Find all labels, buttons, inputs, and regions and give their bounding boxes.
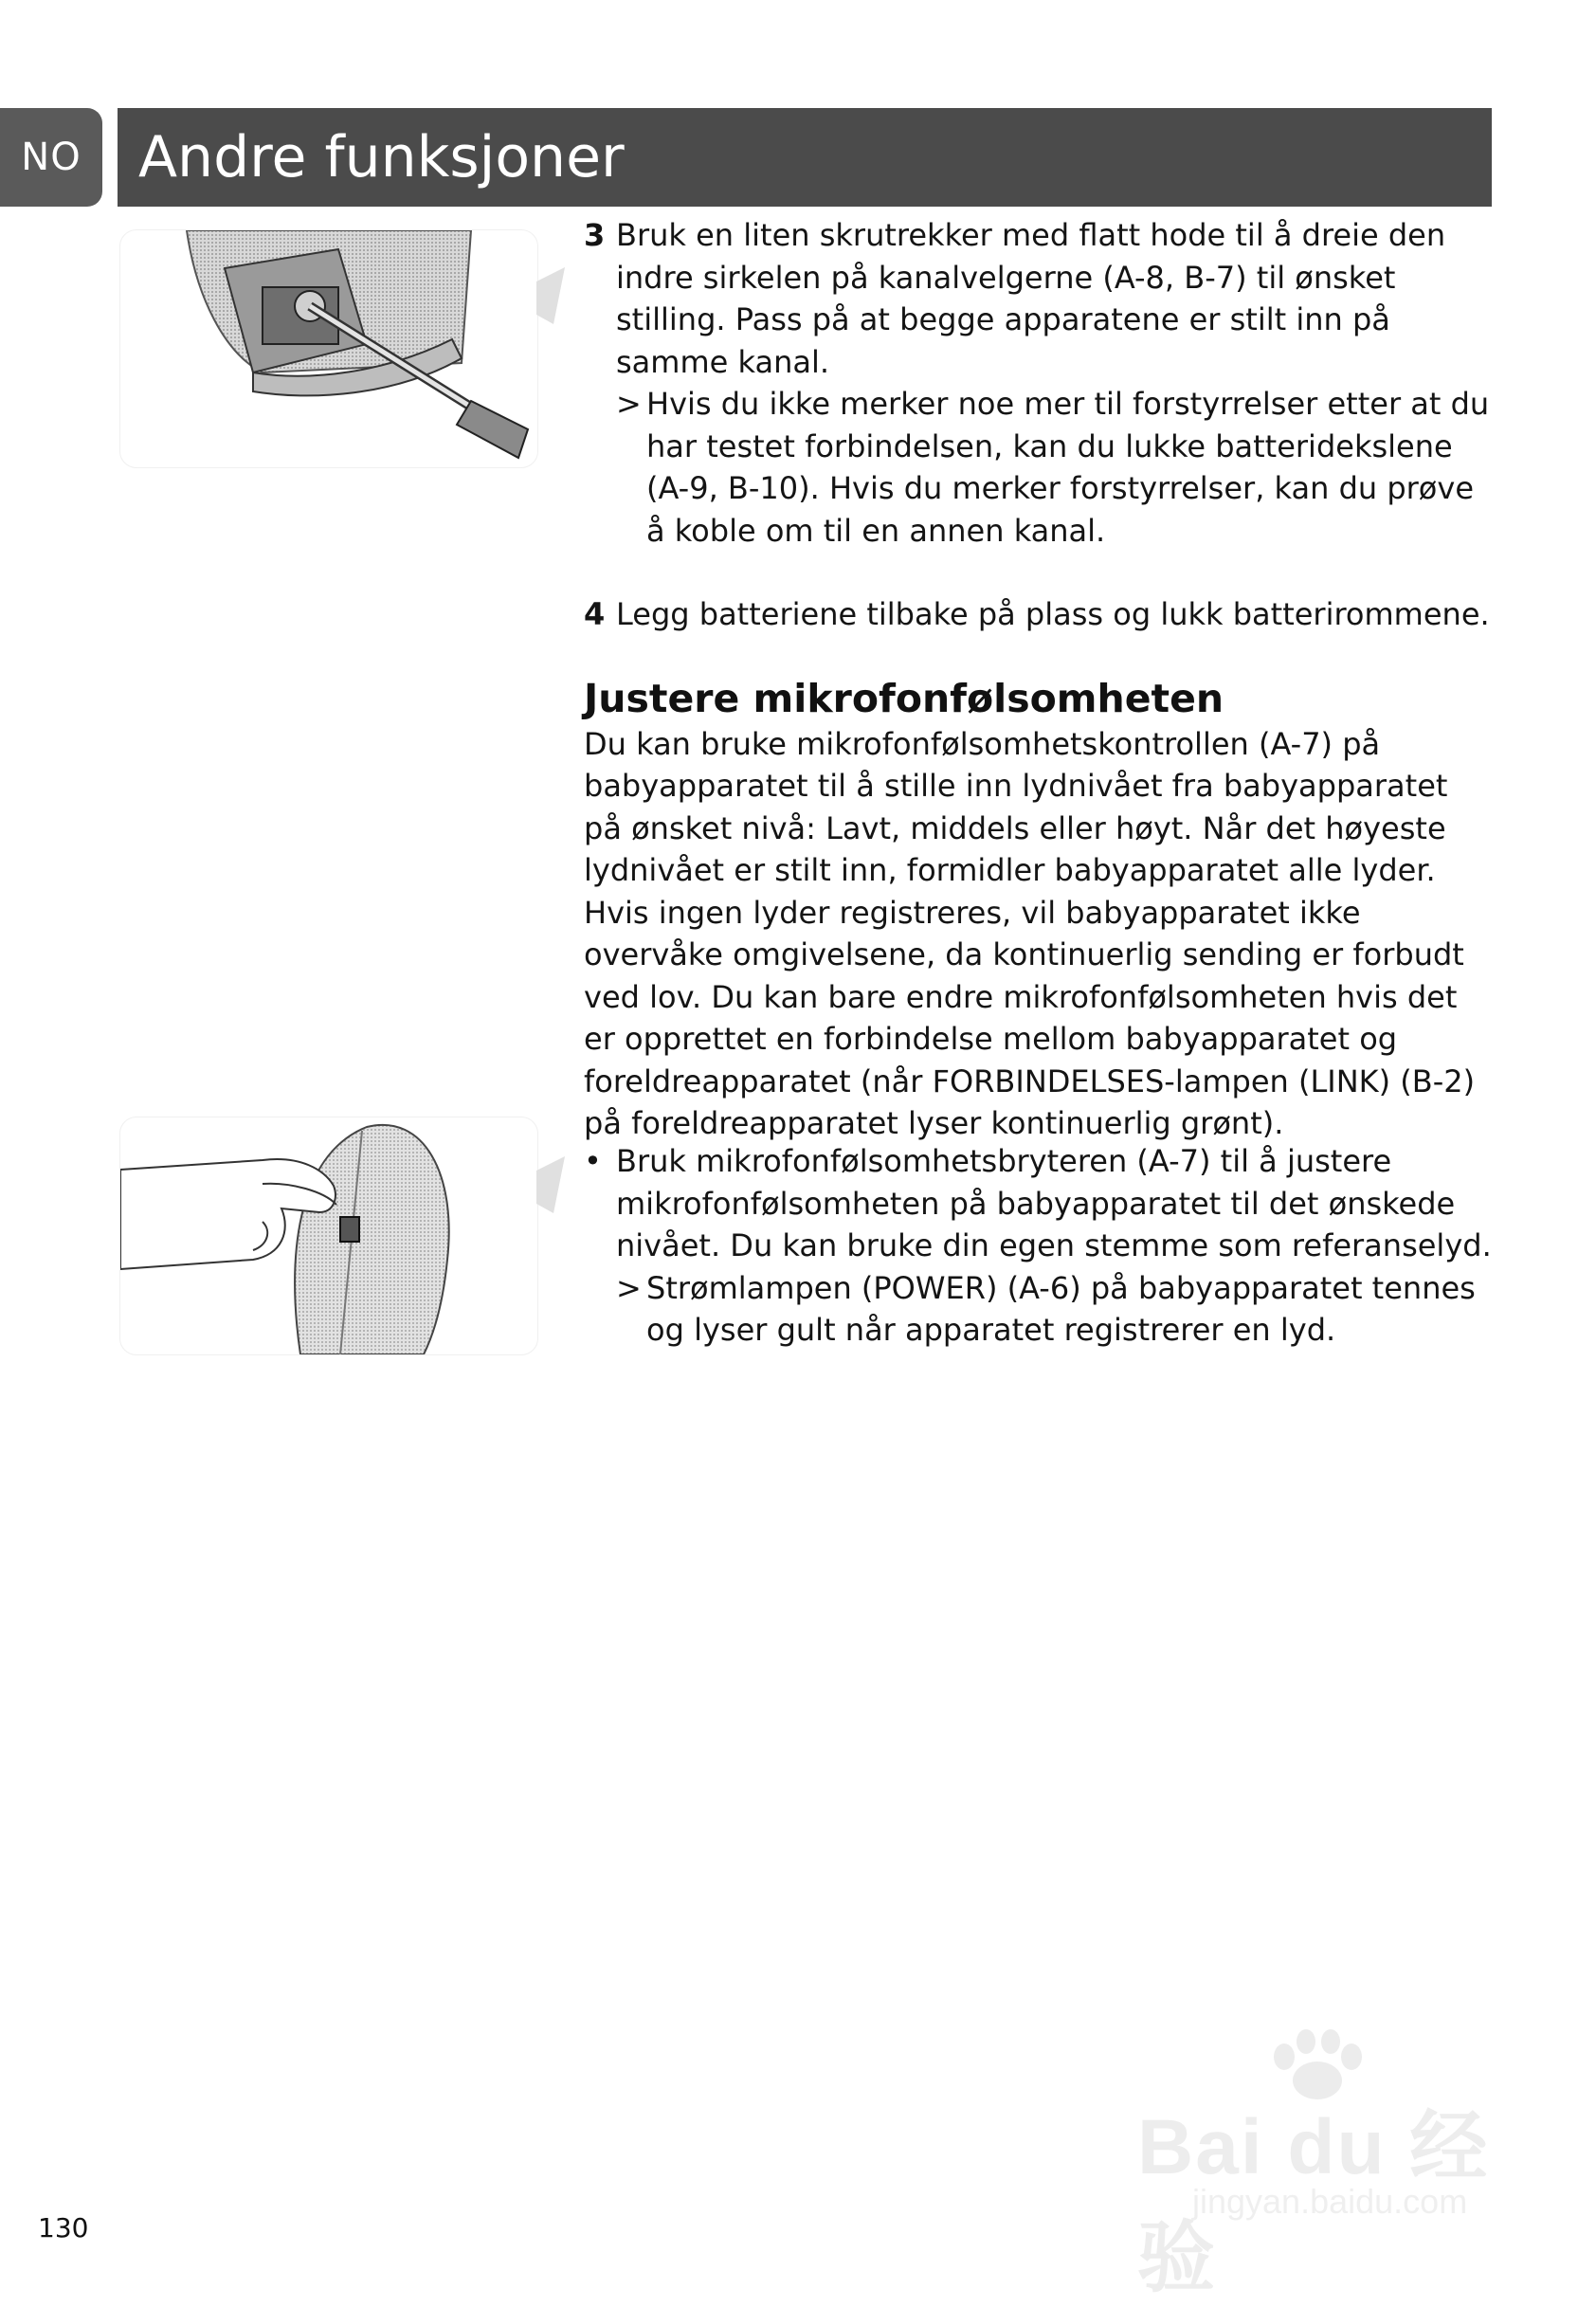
step-result — [616, 383, 1494, 552]
step-number: 4 — [584, 596, 606, 632]
screwdriver-illustration — [119, 229, 538, 468]
bullet-result — [616, 1267, 1494, 1352]
result-text: Strømlampen (POWER) (A-6) på babyapparatet tennes og lyser gult når apparatet registrerer en lyd. — [646, 1269, 1476, 1348]
bullet-text: Bruk mikrofonfølsomhetsbryteren (A-7) til å justere mikrofonfølsomheten på babyapparatet til det ønskede nivået. Du kan bruke din egen stemme som referanselyd. — [616, 1143, 1492, 1263]
result-text: Hvis du ikke merker noe mer til forstyrrelser etter at du har testet forbindelsen, kan du lukke batteridekslene (A-9, B-10). Hvis du merker forstyrrelser, kan du prøve å koble om til en annen kanal. — [646, 386, 1490, 549]
page-title: Andre funksjoner — [138, 124, 625, 191]
section-heading: Justere mikrofonfølsomheten — [584, 675, 1224, 721]
bullet-marker: • — [584, 1143, 602, 1179]
watermark-url: jingyan.baidu.com — [1192, 2182, 1468, 2221]
bullet-block — [584, 1140, 1494, 1352]
sensitivity-switch-illustration — [119, 1117, 538, 1355]
callout-wedge — [536, 1156, 565, 1213]
watermark-brand: Bai du 经验 — [1137, 2104, 1490, 2301]
language-tab: NO — [0, 108, 102, 207]
step-4 — [584, 593, 1494, 636]
step-number: 3 — [584, 217, 606, 253]
screwdriver-drawing — [120, 230, 537, 467]
callout-wedge — [536, 267, 565, 324]
step-text: Bruk en liten skrutrekker med flatt hode til å dreie den indre sirkelen på kanalvelgerne (A-8, B-7) til ønsket stilling. Pass på at begge apparatene er stilt inn på samme kanal. — [616, 217, 1446, 380]
step-text: Legg batteriene tilbake på plass og lukk batterirommene. — [616, 596, 1490, 632]
step-3 — [584, 214, 1494, 552]
section-paragraph: Du kan bruke mikrofonfølsomhetskontrollen (A-7) på babyapparatet til å stille inn lydnivået fra babyapparatet på ønsket nivå: Lavt, middels eller høyt. Når det høyeste lydnivået er stilt inn, formidler babyapparatet alle lyder. Hvis ingen lyder registreres, vil babyapparatet ikke overvåke omgivelsene, da kontinuerlig sending er forbudt ved lov. Du kan bare endre mikrofonfølsomheten hvis det er opprettet en forbindelse mellom babyapparatet og foreldreapparatet (når FORBINDELSES-lampen (LINK) (B-2) på foreldreapparatet lyser kontinuerlig grønt). — [584, 725, 1476, 1141]
title-bar — [118, 108, 1492, 207]
page-number: 130 — [38, 2212, 89, 2243]
bullet-item — [584, 1140, 1494, 1352]
main-content — [584, 214, 1494, 1145]
result-marker: > — [616, 386, 642, 422]
result-marker: > — [616, 1269, 642, 1306]
finger-switch-drawing — [120, 1117, 537, 1354]
baidu-watermark — [1137, 2028, 1516, 2301]
